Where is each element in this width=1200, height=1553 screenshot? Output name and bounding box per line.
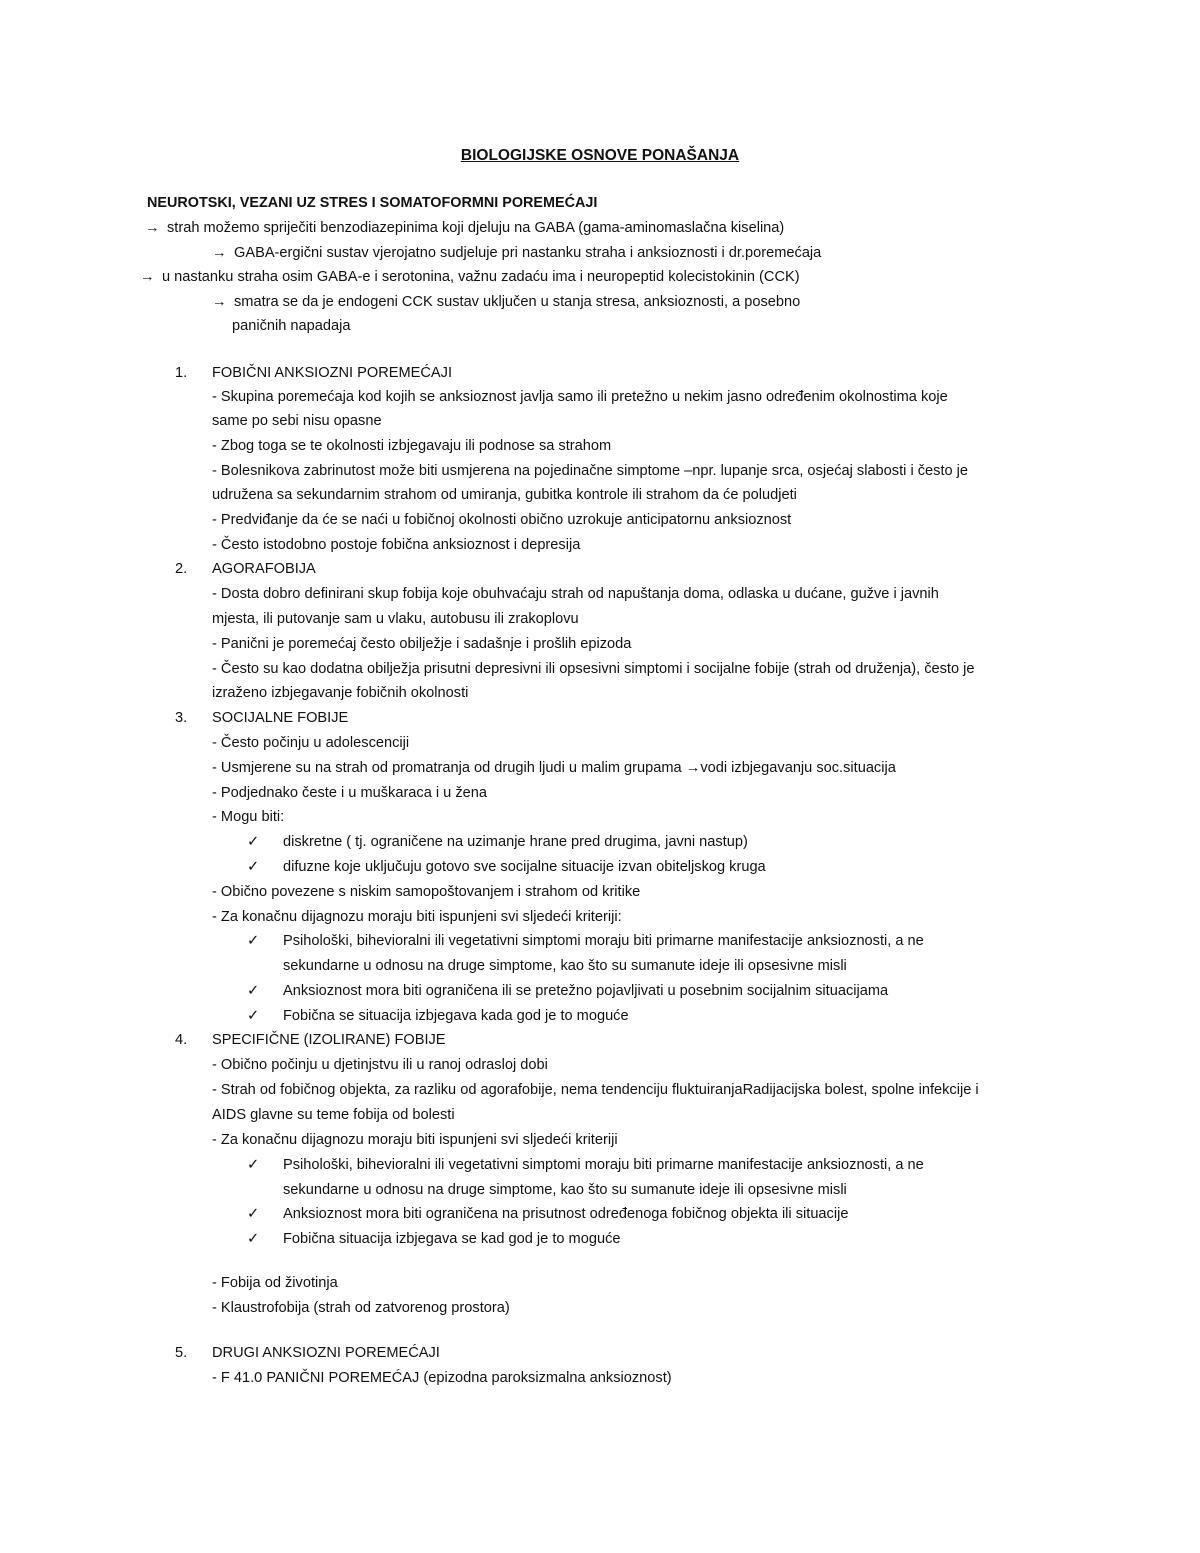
s4-bullet-g	[247, 1204, 848, 1224]
section-heading-2: AGORAFOBIJA	[212, 561, 316, 577]
s4-line-i: - Fobija od životinja	[212, 1275, 338, 1291]
s1-line-f: - Predviđanje da će se naći u fobičnoj okolnosti obično uzrokuje anticipatornu anksioznost	[212, 512, 792, 528]
s4-line-b: - Strah od fobičnog objekta, za razliku od agorafobije, nema tendenciju fluktuiranjaRadijacijska bolest, spolne infekcije i	[212, 1082, 979, 1098]
arrow-right-icon: →	[212, 294, 227, 310]
s3-line-c: - Podjednako česte i u muškaraca i u žena	[212, 785, 488, 801]
arrow-right-icon: →	[145, 220, 160, 236]
s1-line-b: same po sebi nisu opasne	[212, 413, 382, 429]
s3-bullet-e	[247, 832, 748, 852]
intro-line-2	[212, 243, 821, 263]
section-heading-1: FOBIČNI ANKSIOZNI POREMEĆAJI	[212, 365, 453, 381]
s3-bullet-i-text: Psihološki, bihevioralni ili vegetativni simptomi moraju biti primarne manifestacije anksioznosti, a ne	[283, 933, 924, 949]
s3-bullet-f-text: difuzne koje uključuju gotovo sve socijalne situacije izvan obiteljskog kruga	[283, 859, 766, 875]
s3-line-b	[212, 758, 896, 778]
s2-line-e: izraženo izbjegavanje fobičnih okolnosti	[212, 685, 469, 701]
s1-line-g: - Često istodobno postoje fobična anksioznost i depresija	[212, 537, 581, 553]
s3-bullet-k-text: Anksioznost mora biti ograničena ili se pretežno pojavljivati u posebnim socijalnim situacijama	[283, 983, 889, 999]
s1-line-e: udružena sa sekundarnim strahom od umiranja, gubitka kontrole ili strahom da će poludjeti	[212, 487, 797, 503]
list-number-4: 4.	[175, 1032, 188, 1048]
intro-line-3	[140, 267, 800, 287]
s3-line-b-text-2: vodi izbjegavanju soc.situacija	[700, 760, 896, 776]
s3-bullet-l-text: Fobična se situacija izbjegava kada god je to moguće	[283, 1008, 629, 1024]
s4-line-j: - Klaustrofobija (strah od zatvorenog prostora)	[212, 1300, 510, 1316]
s3-bullet-k	[247, 981, 888, 1001]
list-number-3: 3.	[175, 710, 188, 726]
s3-line-g: - Obično povezene s niskim samopoštovanjem i strahom od kritike	[212, 884, 641, 900]
checkmark-icon: ✓	[247, 1157, 260, 1173]
s4-bullet-e	[247, 1155, 924, 1175]
arrow-right-icon: →	[212, 245, 227, 261]
intro-text-1: strah možemo spriječiti benzodiazepinima koji djeluju na GABA (gama-aminomaslačna kiselina)	[167, 220, 785, 236]
s5-line-a: - F 41.0 PANIČNI POREMEĆAJ (epizodna paroksizmalna anksioznost)	[212, 1370, 672, 1386]
s4-bullet-e-text: Psihološki, bihevioralni ili vegetativni simptomi moraju biti primarne manifestacije anksioznosti, a ne	[283, 1157, 924, 1173]
checkmark-icon: ✓	[247, 1008, 260, 1024]
arrow-right-icon: →	[140, 269, 155, 285]
intro-line-1	[145, 218, 784, 238]
checkmark-icon: ✓	[247, 834, 260, 850]
s2-line-c: - Panični je poremećaj često obilježje i sadašnje i prošlih epizoda	[212, 636, 632, 652]
intro-text-2: GABA-ergični sustav vjerojatno sudjeluje pri nastanku straha i anksioznosti i dr.poremećaja	[234, 245, 822, 261]
s2-line-b: mjesta, ili putovanje sam u vlaku, autobusu ili zrakoplovu	[212, 611, 579, 627]
checkmark-icon: ✓	[247, 1231, 260, 1247]
s4-line-a: - Obično počinju u djetinjstvu ili u ranoj odrasloj dobi	[212, 1057, 548, 1073]
checkmark-icon: ✓	[247, 859, 260, 875]
list-number-2: 2.	[175, 561, 188, 577]
s3-bullet-i	[247, 931, 924, 951]
s3-bullet-l	[247, 1006, 629, 1026]
s2-line-d: - Često su kao dodatna obilježja prisutni depresivni ili opsesivni simptomi i socijalne fobije (strah od druženja), često je	[212, 661, 975, 677]
s3-bullet-e-text: diskretne ( tj. ograničene na uzimanje hrane pred drugima, javni nastup)	[283, 834, 748, 850]
intro-line-5: paničnih napadaja	[232, 318, 351, 334]
section-heading-3: SOCIJALNE FOBIJE	[212, 710, 349, 726]
checkmark-icon: ✓	[247, 933, 260, 949]
s3-line-a: - Često počinju u adolescenciji	[212, 735, 410, 751]
s3-line-h: - Za konačnu dijagnozu moraju biti ispunjeni svi sljedeći kriteriji:	[212, 909, 622, 925]
s4-line-d: - Za konačnu dijagnozu moraju biti ispunjeni svi sljedeći kriteriji	[212, 1132, 618, 1148]
intro-text-4: smatra se da je endogeni CCK sustav uključen u stanja stresa, anksioznosti, a posebno	[234, 294, 801, 310]
page-title: BIOLOGIJSKE OSNOVE PONAŠANJA	[460, 147, 740, 164]
intro-text-3: u nastanku straha osim GABA-e i serotonina, važnu zadaću ima i neuropeptid kolecistokinin (CCK)	[162, 269, 800, 285]
list-number-1: 1.	[175, 365, 188, 381]
s2-line-a: - Dosta dobro definirani skup fobija koje obuhvaćaju strah od napuštanja doma, odlaska u dućane, gužve i javnih	[212, 586, 939, 602]
s1-line-d: - Bolesnikova zabrinutost može biti usmjerena na pojedinačne simptome –npr. lupanje srca, osjećaj slabosti i često je	[212, 463, 969, 479]
section-heading-5: DRUGI ANKSIOZNI POREMEĆAJI	[212, 1345, 440, 1361]
s1-line-c: - Zbog toga se te okolnosti izbjegavaju ili podnose sa strahom	[212, 438, 612, 454]
s3-line-b-text: - Usmjerene su na strah od promatranja od drugih ljudi u malim grupama	[212, 760, 682, 776]
s4-line-c: AIDS glavne su teme fobija od bolesti	[212, 1107, 455, 1123]
intro-line-4	[212, 292, 800, 312]
checkmark-icon: ✓	[247, 983, 260, 999]
s3-line-d: - Mogu biti:	[212, 809, 285, 825]
arrow-right-icon: →	[685, 760, 701, 776]
s4-bullet-g-text: Anksioznost mora biti ograničena na prisutnost određenoga fobičnog objekta ili situacije	[283, 1206, 849, 1222]
s1-line-a: - Skupina poremećaja kod kojih se anksioznost javlja samo ili pretežno u nekim jasno određenim okolnostima koje	[212, 389, 948, 405]
list-number-5: 5.	[175, 1345, 188, 1361]
s4-bullet-h-text: Fobična situacija izbjegava se kad god je to moguće	[283, 1231, 621, 1247]
section-heading-4: SPECIFIČNE (IZOLIRANE) FOBIJE	[212, 1032, 446, 1048]
checkmark-icon: ✓	[247, 1206, 260, 1222]
s4-bullet-h	[247, 1229, 620, 1249]
s4-bullet-f: sekundarne u odnosu na druge simptome, kao što su sumanute ideje ili opsesivne misli	[283, 1182, 847, 1198]
s3-bullet-j: sekundarne u odnosu na druge simptome, kao što su sumanute ideje ili opsesivne misli	[283, 958, 847, 974]
section-heading-neurotic: NEUROTSKI, VEZANI UZ STRES I SOMATOFORMNI POREMEĆAJI	[147, 195, 598, 211]
s3-bullet-f	[247, 857, 766, 877]
